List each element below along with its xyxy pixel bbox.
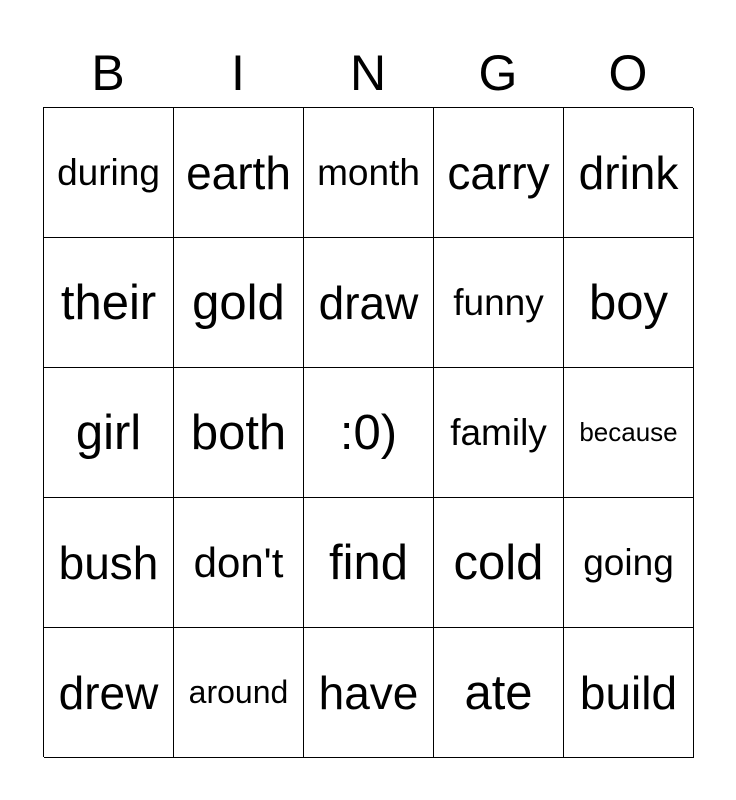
bingo-grid <box>43 107 693 757</box>
bingo-cell: build <box>564 628 694 758</box>
bingo-cell: their <box>44 238 174 368</box>
bingo-cell: don't <box>174 498 304 628</box>
bingo-cell: draw <box>304 238 434 368</box>
bingo-header <box>43 40 693 106</box>
header-letter-b: B <box>91 45 125 101</box>
bingo-cell: cold <box>434 498 564 628</box>
bingo-cell: month <box>304 108 434 238</box>
bingo-cell: ate <box>434 628 564 758</box>
bingo-cell: earth <box>174 108 304 238</box>
bingo-cell: bush <box>44 498 174 628</box>
bingo-cell: boy <box>564 238 694 368</box>
header-letter-i: I <box>231 45 245 101</box>
header-letter-n: N <box>349 45 387 101</box>
bingo-cell: carry <box>434 108 564 238</box>
bingo-cell: around <box>174 628 304 758</box>
free-space-cell: :0) <box>304 368 434 498</box>
bingo-cell: drink <box>564 108 694 238</box>
bingo-cell: have <box>304 628 434 758</box>
bingo-cell: both <box>174 368 304 498</box>
bingo-cell: funny <box>434 238 564 368</box>
bingo-cell: find <box>304 498 434 628</box>
bingo-cell: family <box>434 368 564 498</box>
header-letter-o: O <box>608 45 648 101</box>
bingo-cell: because <box>564 368 694 498</box>
bingo-cell: gold <box>174 238 304 368</box>
bingo-cell: girl <box>44 368 174 498</box>
header-letter-g: G <box>478 45 518 101</box>
bingo-cell: drew <box>44 628 174 758</box>
bingo-cell: during <box>44 108 174 238</box>
bingo-cell: going <box>564 498 694 628</box>
